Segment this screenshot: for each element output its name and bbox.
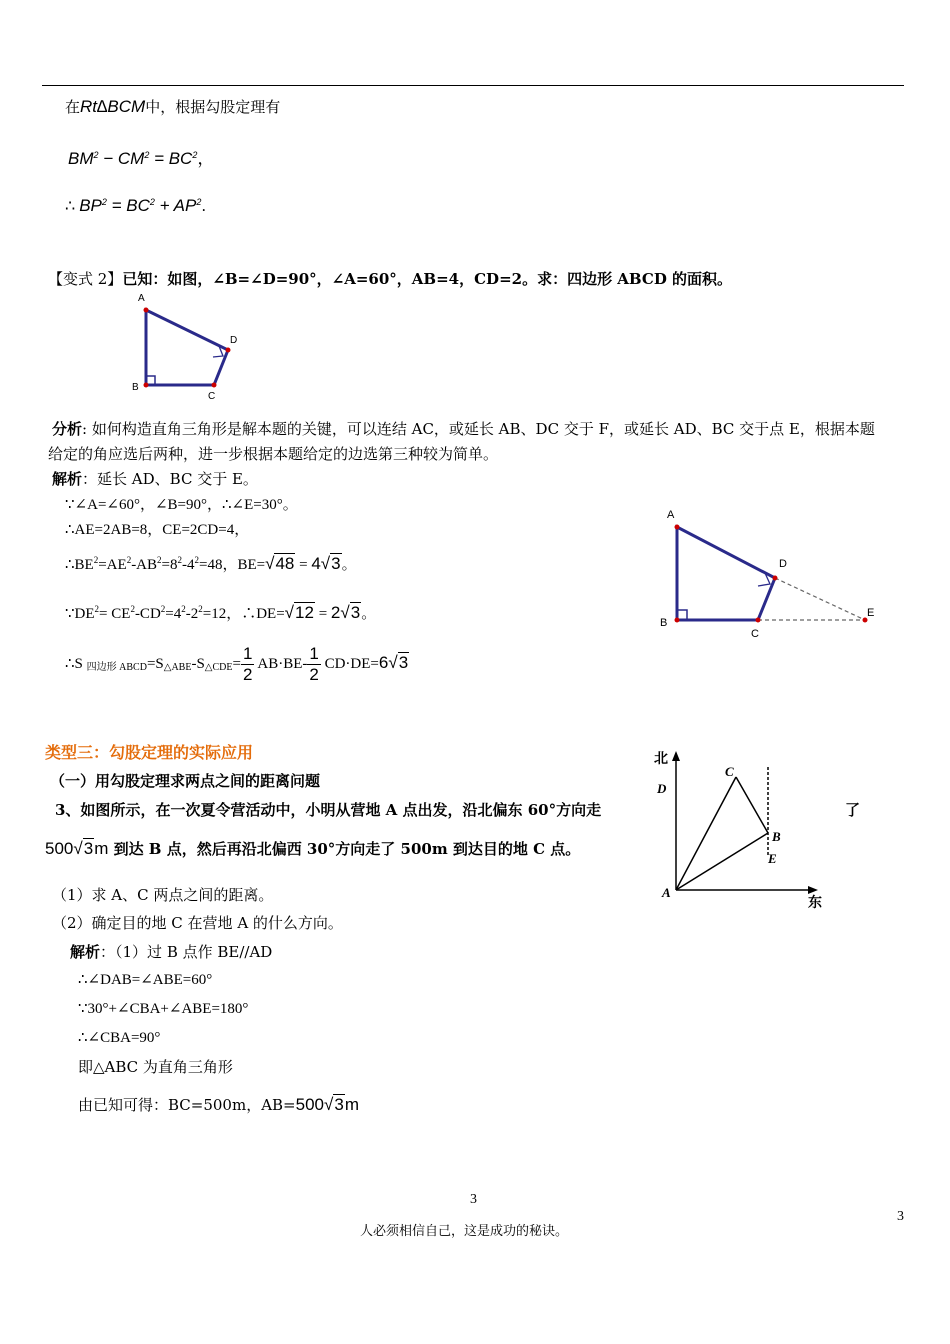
analysis-line: 分析: 如何构造直角三角形是解本题的关键，可以连结 AC，或延长 AB、DC 交于 F，或延长 AD、BC 交于点 E，根据本题 (52, 420, 875, 438)
quadrilateral-figure-small (126, 290, 246, 400)
header-rule (42, 85, 904, 86)
problem-statement: 【变式 2】已知：如图，∠B=∠D=90°，∠A=60°，AB=4，CD=2。求：四边形 ABCD 的面积。 (48, 270, 733, 288)
label-c: C (725, 764, 734, 779)
solution-step: ∵∠A=∠60°，∠B=90°，∴∠E=30°。 (65, 497, 298, 513)
solution-step: ∴∠DAB=∠ABE=60° (78, 972, 213, 988)
question-line-end: 了 (845, 801, 861, 819)
solution-step: 由已知可得：BC=500m，AB=500√3m (78, 1095, 359, 1114)
text-line: 在Rt∆BCM中，根据勾股定理有 (65, 97, 281, 116)
solution-step: ∴∠CBA=90° (78, 1030, 161, 1046)
label-e: E (768, 851, 777, 866)
footer-motto: 人必须相信自己，这是成功的秘诀。 (360, 1224, 569, 1239)
label-c: C (208, 391, 216, 400)
analysis-line: 给定的角应选后两种，进一步根据本题给定的边选第三种较为简单。 (48, 445, 499, 463)
page-number-right: 3 (897, 1209, 904, 1224)
equation: $BM^2 - CM^2 = BC^2$， (68, 149, 215, 168)
label-east: 东 (808, 895, 822, 910)
solution-intro: 解析：延长 AD、BC 交于 E。 (52, 470, 258, 488)
label-e: E (867, 607, 875, 619)
label-d: D (779, 558, 787, 570)
label-c: C (751, 628, 759, 640)
solution-step: $\therefore BE^2=AE^2-AB^2=8^2-4^2=48$，BE=√48 = 4√3。 (65, 554, 357, 573)
label-a: A (138, 293, 145, 304)
label-a: A (662, 885, 671, 900)
quadrilateral-figure-large (655, 500, 885, 645)
direction-map-figure (652, 745, 832, 910)
solution-step: ∴S $_{四边形 ABCD}=S_{\triangle ABE}-S_{\triangle CDE}=$ $\frac{1}{2}$ AB·BE- $\frac{1}{2}$ CD·DE=6√3 (65, 644, 409, 684)
question-part: （1）求 A、C 两点之间的距离。 (52, 886, 274, 904)
solution-intro: 解析：（1）过 B 点作 BE//AD (70, 943, 273, 961)
label-b: B (660, 617, 668, 629)
page-number: 3 (470, 1192, 477, 1207)
solution-step: 即△ABC 为直角三角形 (78, 1058, 233, 1076)
solution-step: $\because DE^2= CE^2-CD^2=4^2-2^2=12$，∴DE=√12 = 2√3。 (65, 603, 377, 622)
label-b: B (772, 829, 781, 844)
question-line: 500√3m 到达 B 点，然后再沿北偏西 30°方向走了 500m 到达目的地 C 点。 (45, 839, 581, 858)
label-d: D (657, 781, 667, 796)
label-d: D (230, 335, 238, 346)
label-b: B (132, 382, 139, 393)
question-part: （2）确定目的地 C 在营地 A 的什么方向。 (52, 914, 343, 932)
solution-step: ∵30°+∠CBA+∠ABE=180° (78, 1001, 249, 1017)
equation: ∴ $BP^2 = BC^2 + AP^2$. (65, 196, 207, 215)
question-line: 3、如图所示，在一次夏令营活动中，小明从营地 A 点出发，沿北偏东 60°方向走 (55, 801, 602, 819)
label-north: 北 (654, 751, 668, 767)
subsection-heading: （一）用勾股定理求两点之间的距离问题 (50, 772, 321, 790)
solution-step: ∴AE=2AB=8，CE=2CD=4， (65, 522, 250, 538)
section-heading: 类型三：勾股定理的实际应用 (45, 743, 254, 762)
label-a: A (667, 509, 675, 521)
